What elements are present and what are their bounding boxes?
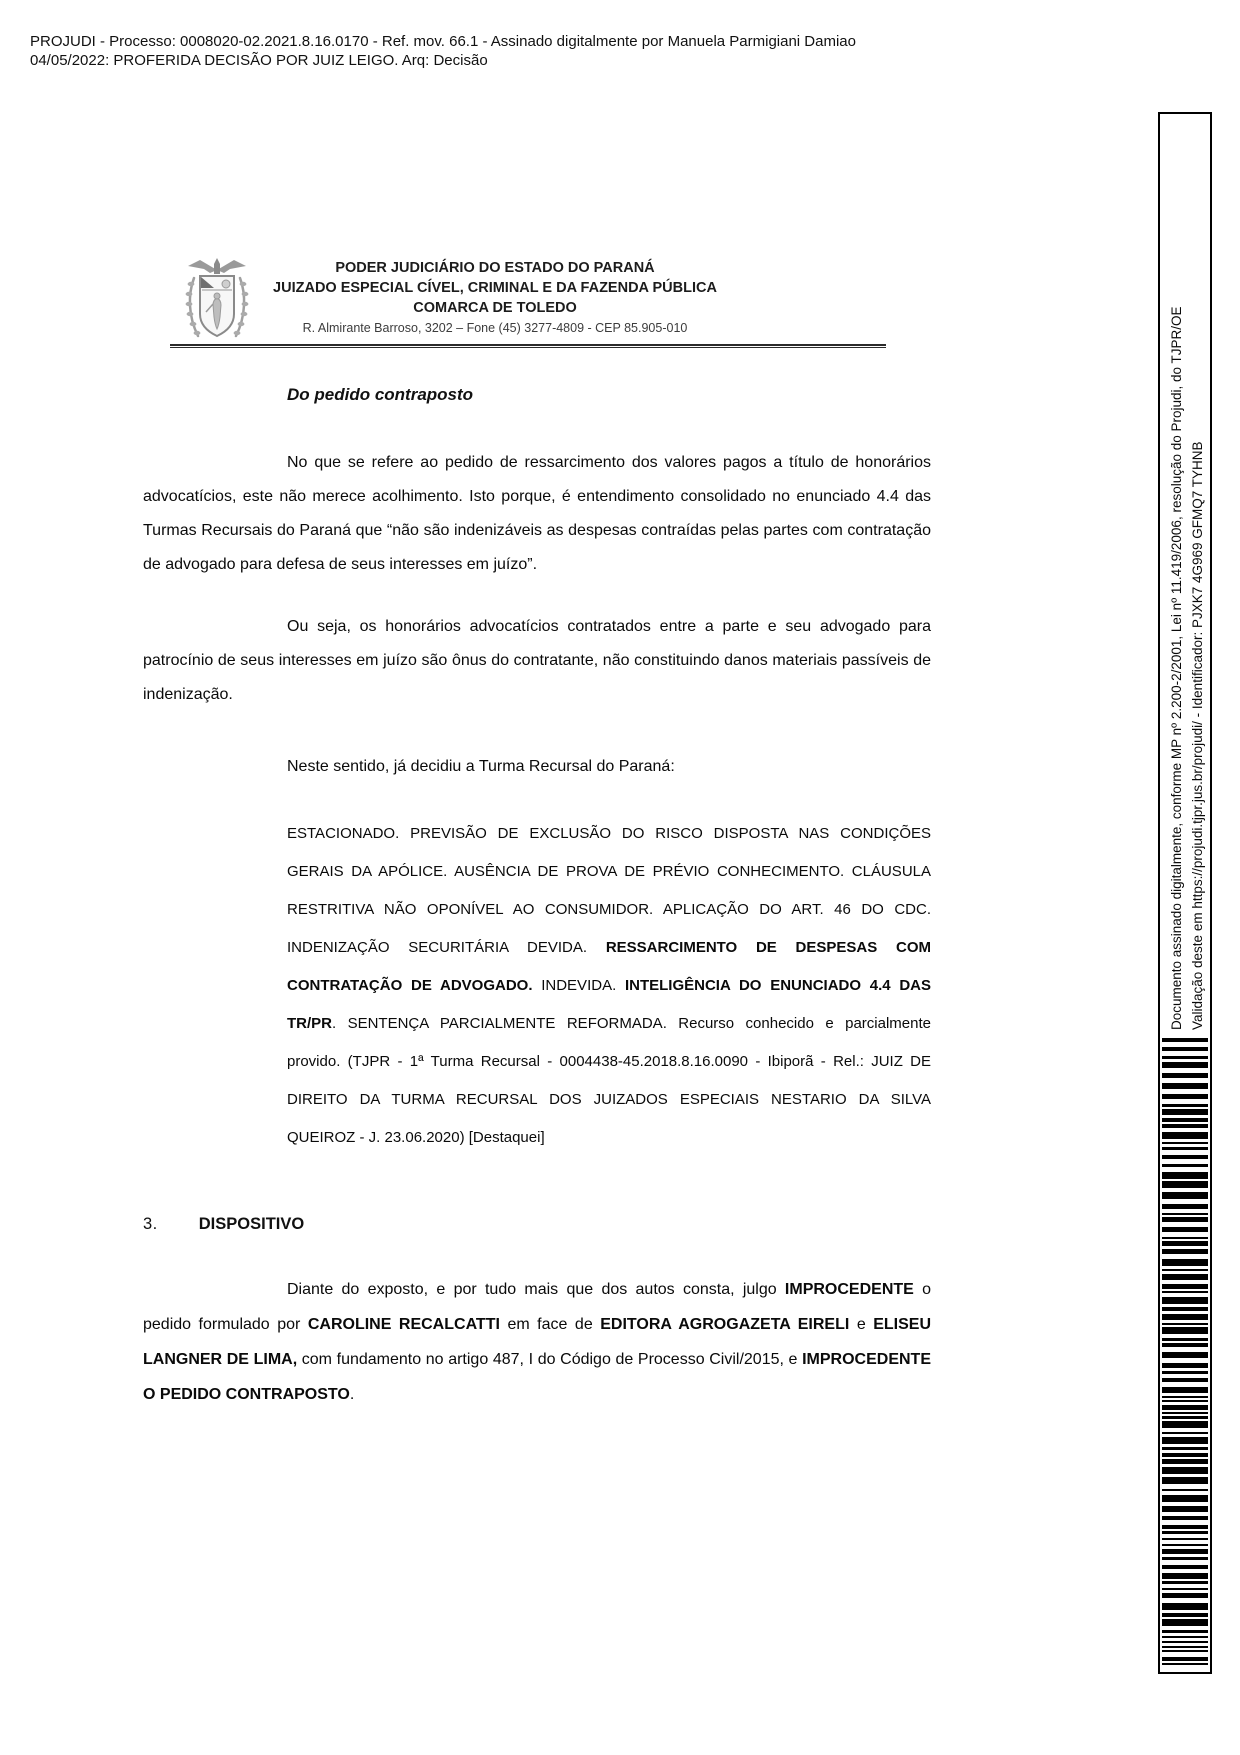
validation-statement: Validação deste em https://projudi.tjpr.jus.br/projudi/ - Identificador: PJXK7 4G969 GFMQ7 TYHNB [1190,441,1205,1030]
disp-text-5: com fundamento no artigo 487, I do Código de Processo Civil/2015, e [297,1351,803,1368]
quote-text-3: . SENTENÇA PARCIALMENTE REFORMADA. Recurso conhecido e parcialmente provido. (TJPR - 1ª Turma Recursal - 0004438-45.2018.8.16.0090 - Ibiporã - Rel.: JUIZ DE DIREITO DA TURMA RECURSAL DOS JUIZADOS ESPECIAIS NESTARIO DA SILVA QUEIROZ - J. 23.06.2020) [Destaquei] [287,1015,931,1146]
court-name-line2: JUIZADO ESPECIAL CÍVEL, CRIMINAL E DA FAZENDA PÚBLICA [273,280,717,296]
disp-text-4: e [849,1316,874,1333]
disp-text-1: Diante do exposto, e por tudo mais que dos autos consta, julgo [287,1281,785,1298]
paragraph-1: No que se refere ao pedido de ressarcimento dos valores pagos a título de honorários advocatícios, este não merece acolhimento. Isto porque, é entendimento consolidado no enunciado 4.4 das Turmas Recursais do Paraná que “não são indenizáveis as despesas contraídas pelas partes com contratação de advogado para defesa de seus interesses em juízo”. [143,454,931,573]
paragraph-3: Neste sentido, já decidiu a Turma Recursal do Paraná: [287,758,675,775]
dispositivo-paragraph [143,1272,931,1412]
disp-bold-4: ELISEU LANGNER DE LIMA, [143,1316,932,1368]
signature-sidebar-text [1166,118,1210,1030]
disp-text-2: o pedido formulado por [143,1281,932,1333]
disp-bold-5: IMPROCEDENTE O PEDIDO CONTRAPOSTO [143,1351,931,1403]
heading-number: 3. [143,1215,158,1233]
letterhead-divider [170,344,886,348]
court-name-line3: COMARCA DE TOLEDO [413,300,577,316]
quote-text-2: INDEVIDA. [532,977,625,994]
projudi-header-line2: 04/05/2022: PROFERIDA DECISÃO POR JUIZ LEIGO. Arq: Decisão [30,52,488,69]
quote-bold-1: RESSARCIMENTO DE DESPESAS COM CONTRATAÇÃO DE ADVOGADO. [287,939,932,994]
disp-bold-2: CAROLINE RECALCATTI [307,1316,500,1333]
jurisprudence-quote [287,815,931,1157]
disp-bold-3: EDITORA AGROGAZETA EIRELI [600,1316,850,1333]
dispositivo-heading [143,1215,304,1234]
court-address: R. Almirante Barroso, 3202 – Fone (45) 3277-4809 - CEP 85.905-010 [302,321,688,335]
signature-statement: Documento assinado digitalmente, conforme MP nº 2.200-2/2001, Lei nº 11.419/2006, resolução do Projudi, do TJPR/OE [1169,306,1184,1030]
letterhead [170,250,888,346]
validation-barcode-icon [1162,1038,1208,1670]
disp-bold-1: IMPROCEDENTE [784,1281,914,1298]
projudi-header [30,32,856,70]
disp-text-6: . [349,1386,355,1403]
quote-text: ESTACIONADO. PREVISÃO DE EXCLUSÃO DO RISCO DISPOSTA NAS CONDIÇÕES GERAIS DA APÓLICE. AUSÊNCIA DE PROVA DE PRÉVIO CONHECIMENTO. CLÁUSULA RESTRITIVA NÃO OPONÍVEL AO CONSUMIDOR. APLICAÇÃO DO ART. 46 DO CDC. INDENIZAÇÃO SECURITÁRIA DEVIDA. [287,825,931,956]
court-name-line1: PODER JUDICIÁRIO DO ESTADO DO PARANÁ [335,260,655,276]
disp-text-3: em face de [499,1316,601,1333]
parana-coat-of-arms-icon [180,254,254,352]
paragraph-2: Ou seja, os honorários advocatícios contratados entre a parte e seu advogado para patrocínio de seus interesses em juízo são ônus do contratante, não constituindo danos materiais passíveis de indenização. [143,618,931,703]
projudi-header-line1: PROJUDI - Processo: 0008020-02.2021.8.16.0170 - Ref. mov. 66.1 - Assinado digitalmente por Manuela Parmigiani Damiao [30,33,856,50]
subsection-title: Do pedido contraposto [287,385,474,404]
quote-bold-2: INTELIGÊNCIA DO ENUNCIADO 4.4 DAS TR/PR [287,977,931,1032]
heading-title: DISPOSITIVO [198,1215,305,1233]
